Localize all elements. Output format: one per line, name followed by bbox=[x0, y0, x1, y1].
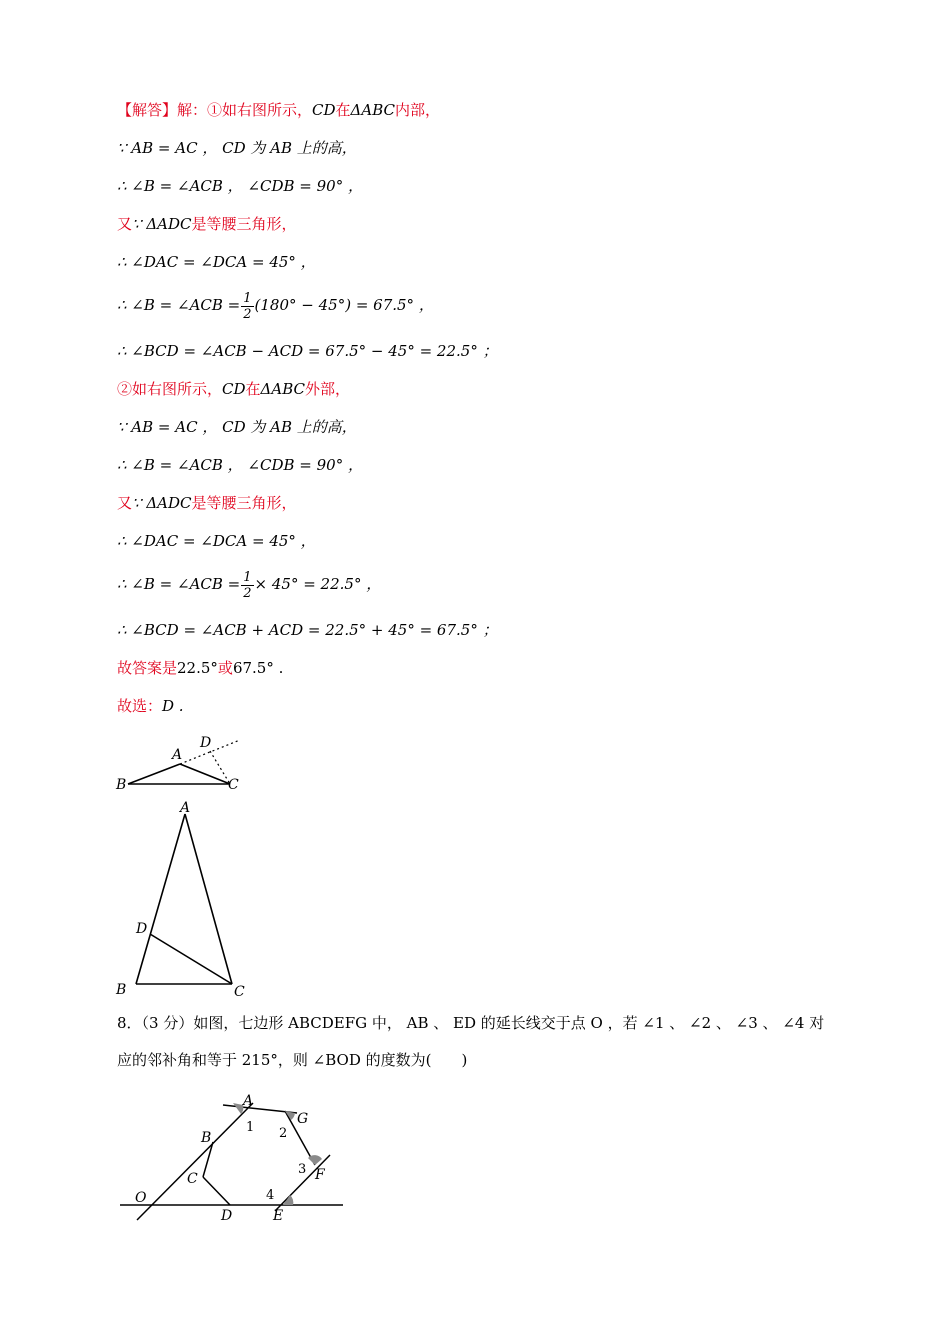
fig3-label-3: 3 bbox=[298, 1162, 307, 1177]
fig3-label-a: A bbox=[243, 1093, 254, 1109]
solution-line-9: ∵ AB = AC ， CD 为 AB 上的高， bbox=[117, 418, 357, 436]
solution-line-12: ∴ ∠DAC = ∠DCA = 45° ， bbox=[117, 532, 316, 550]
solution-line-3: ∴ ∠B = ∠ACB ， ∠CDB = 90° ， bbox=[117, 177, 363, 195]
angle-4-marker bbox=[283, 1195, 293, 1205]
solution-line-11: 又∵ ΔADC是等腰三角形， bbox=[117, 494, 297, 512]
fig2-label-a: A bbox=[180, 800, 191, 816]
angle-1-marker bbox=[233, 1103, 243, 1114]
figure-triangle-inside bbox=[110, 802, 260, 1002]
solution-line-6: ∴ ∠B = ∠ACB = $\frac{1}{2}$ (180° − 45°) = 67.5° ， bbox=[117, 290, 434, 322]
fraction-half: $\frac{1}{2}$ bbox=[243, 290, 252, 322]
fig1-label-d: D bbox=[200, 735, 212, 751]
solution-line-14: ∴ ∠BCD = ∠ACB + ACD = 22.5° + 45° = 67.5° ； bbox=[117, 621, 498, 639]
fig3-label-f: F bbox=[315, 1167, 325, 1183]
fig2-label-c: C bbox=[234, 984, 245, 1000]
figure-heptagon bbox=[115, 1085, 355, 1230]
solution-line-1: 【解答】解：①如右图所示，CD在ΔABC内部， bbox=[117, 101, 441, 119]
solution-line-13: ∴ ∠B = ∠ACB = $\frac{1}{2}$ × 45° = 22.5° ， bbox=[117, 569, 382, 601]
fig1-label-a: A bbox=[172, 747, 183, 763]
fig3-label-b: B bbox=[201, 1130, 212, 1146]
fig2-label-b: B bbox=[116, 982, 127, 998]
solution-line-10: ∴ ∠B = ∠ACB ， ∠CDB = 90° ， bbox=[117, 456, 363, 474]
fig3-label-1: 1 bbox=[246, 1120, 255, 1135]
question-8-line-2: 应的邻补角和等于 215°，则 ∠BOD 的度数为( ) bbox=[117, 1051, 468, 1069]
fig3-label-4: 4 bbox=[266, 1188, 275, 1203]
fig2-label-d: D bbox=[136, 921, 148, 937]
fig3-label-g: G bbox=[297, 1111, 309, 1127]
fig3-label-2: 2 bbox=[279, 1126, 288, 1141]
question-8-line-1: 8．（3 分）如图，七边形 ABCDEFG 中， AB 、 ED 的延长线交于点 O ，若 ∠1 、 ∠2 、 ∠3 、 ∠4 对 bbox=[117, 1014, 825, 1032]
fig3-label-c: C bbox=[187, 1171, 198, 1187]
fig3-label-o: O bbox=[135, 1190, 147, 1206]
fig3-label-e: E bbox=[273, 1208, 284, 1224]
solution-line-4: 又∵ ΔADC是等腰三角形， bbox=[117, 215, 297, 233]
figure-triangle-outside bbox=[110, 728, 250, 798]
solution-line-2: ∵ AB = AC ， CD 为 AB 上的高， bbox=[117, 139, 357, 157]
solution-line-8: ②如右图所示，CD在ΔABC外部， bbox=[117, 380, 351, 398]
fraction-half: $\frac{1}{2}$ bbox=[243, 569, 252, 601]
solution-line-7: ∴ ∠BCD = ∠ACB − ACD = 67.5° − 45° = 22.5° ； bbox=[117, 342, 498, 360]
angle-3-marker bbox=[308, 1155, 322, 1165]
fig1-label-c: C bbox=[228, 777, 239, 793]
solution-line-15: 故答案是22.5°或67.5° . bbox=[117, 659, 284, 677]
solution-line-5: ∴ ∠DAC = ∠DCA = 45° ， bbox=[117, 253, 316, 271]
fig1-label-b: B bbox=[116, 777, 127, 793]
solution-line-16: 故选：D . bbox=[117, 697, 184, 715]
fig3-label-d: D bbox=[221, 1208, 233, 1224]
